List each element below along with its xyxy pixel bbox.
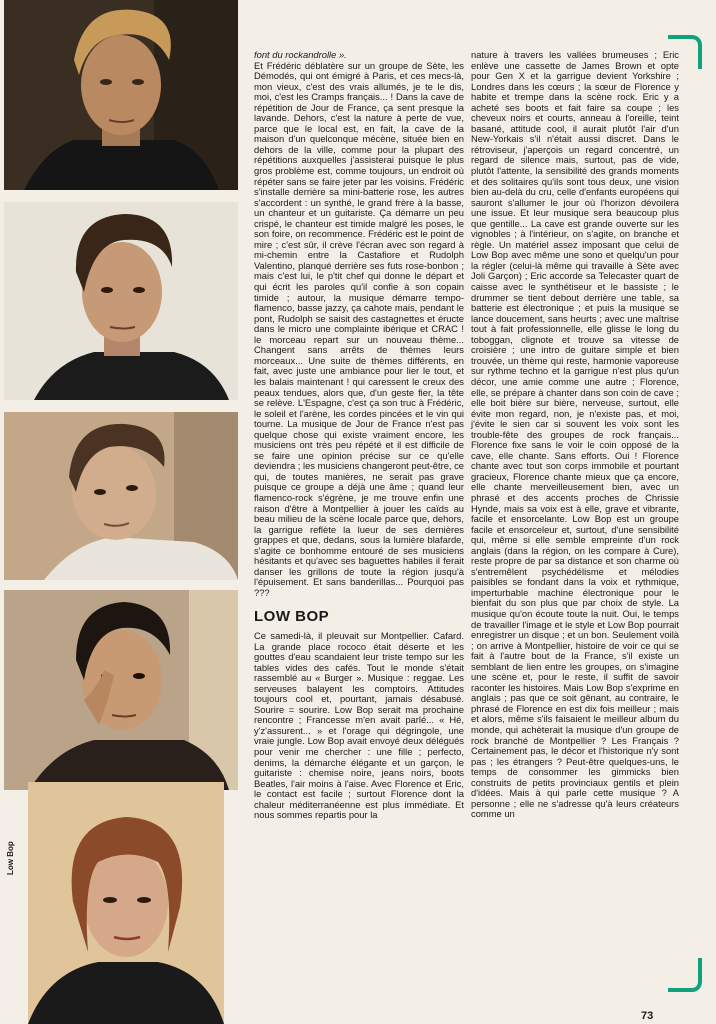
article-column-1 (254, 50, 464, 821)
bracket-top-ornament (668, 35, 702, 69)
portrait-5-art (28, 782, 224, 1024)
portrait-1-art (4, 0, 238, 190)
photo-man-blond (4, 0, 238, 190)
bracket-bottom-ornament (668, 958, 702, 992)
section-heading-low-bop: LOW BOP (254, 608, 330, 626)
paragraph-intro: font du rockandrolle ». (254, 49, 347, 60)
paragraph-jour-de-france: Et Frédéric déblatère sur un groupe de Sète, les Démodés, qui ont émigré à Paris, et ces mecs-là, mon vieux, c'est des vrais allumés, je te le dis, moi, c'est les Cramps français... ! Dans la cave de répétition de Jour de France, ça sent presque la lavande. Dehors, c'est la nature à perte de vue, parce que le local est, en fait, la cave de la maison d'un quelconque mécène, située bien en dehors de la ville, comme pour la plupart des répétitions auxquelles j'assisterai puisque le plus gros problème est, comme toujours, un endroit où répéter sans se faire jeter par les voisins. Frédéric s'installe derrière sa mini-batterie rose, les autres s'accordent : un synthé, le grand frère à la basse, un chanteur et un guitariste. Ça démarre un peu crispé, le chanteur est timide malgré les poses, le son foire, on recommence. Frédéric est le point de mire ; c'est sûr, il crève l'écran avec son regard à mi-chemin entre la Castafiore et Rudolph Valentino, planqué derrière ses futs rose-bonbon ; mais c'est lui, le p'tit chef qui donne le départ et qui écrit les paroles qu'il confie à son copain timide ; autour, la musique démarre tempo-flamenco, basse jazzy, ça cahote mais, pendant le pont, Rudolph se saisit des castagnettes et éructe dans le micro une complainte ibérique et CRAC ! le morceau repart sur un nouveau thème... Changent sans arrêts de thèmes leurs morceaux... Une suite de thèmes différents, en fait, avec juste une ambiance pour lier le tout, et les balais maintenant ! qui caressent le creux des peaux tendues, alors que, d'un geste fier, la tête se relève. L'Espagne, c'est ça son truc à Frédéric, le soleil et l'arène, les cordes pincées et le vin qui tourne. La musique de Jour de France n'est pas quelque chose qui existe vraiment encore, les musiciens ont très peu répété et il est difficile de se faire une opinion précise sur ce qu'elle deviendra ; les musiciens changeront peut-être, ce qui, de toutes manières, ne serait pas grave puisque ce groupe a déjà une âme ; quand leur flamenco-rock s'égrène, je me trouve enfin une raison d'être à Montpellier à jouer les caïds au beau milieu de la scène locale parce que, dehors, la garrigue reflète la lueur de ses dernières grappes et que, dedans, sous la lumière blafarde, s'agite ce bonhomme entouré de ses musiciens hésitants et qu'avec ses baguettes habiles il ferait danser les grillons de toute la région jusqu'à l'épuisement. Et sans banderillas... Pourquoi pas ??? (254, 59, 465, 598)
portrait-4-art (4, 590, 238, 790)
portrait-3-art (4, 412, 238, 580)
photo-man-hand-face (4, 590, 238, 790)
photo-woman-bob (28, 782, 224, 1024)
article-column-2 (471, 50, 679, 820)
photo-man-leaning (4, 412, 238, 580)
photo-man-dark-hair (4, 202, 238, 400)
side-caption: Low Bop (6, 841, 15, 875)
page-number: 73 (641, 1010, 654, 1022)
paragraph-col2: nature à travers les vallées brumeuses ; Eric enlève une cassette de James Brown et opte pour Gen X et la garrigue devient Yorkshire ; Londres dans les cœurs ; la sœur de Florence y habite et trempe dans la scène rock. Eric y a acheté ses boots et fait faire sa coupe ; les cheveux noirs et courts, anneau à l'oreille, teint basané, attitude cool, il aurait plutôt l'air d'un New-Yorkais s'il n'était aussi discret. Dans le rétroviseur, j'aperçois un regard concentré, un regard de silence mais, surtout, pas de vide, plutôt l'attente, la sensibilité des grands moments et des solitaires qu'ils sont tous deux, une vision bien au-delà du cru, celle d'enfants européens qui sauront s'allumer le jour où l'horizon dévoilera une issue. Et leur musique sera beaucoup plus que gentille... La cave est grande ouverte sur les vignobles ; à l'intérieur, on s'agite, on branche et règle. Un matériel assez imposant que celui de Low Bop avec même une sono et quelqu'un pour la régler (celui-là même qui travaille à Sète avec Joli Garçon) ; Eric accorde sa Telecaster quart de caisse avec le synthétiseur et le bassiste ; le drummer se tient debout derrière une table, sa batterie est électronique ; et puis la musique se lance doucement, sans heurts ; avec une maîtrise tout à fait professionnelle, elle glisse le long du toboggan, clignote et trouve sa vitesse de croisière ; une intro de guitare simple et bien trouvée, un thème qui reste, harmonie vaporeuse sur rythme techno et la garrigue n'est plus qu'un décor, une amie comme une autre ; Florence, elle, se prépare à chanter dans son coin de cave ; elle boit bière sur bière, nerveuse, surtout, elle évite mon regard, non, je n'existe pas, et moi, j'évite le sien car si souvent les voix sont les trouble-fête des groupes de rock français... Florence fixe sans le voir le coin opposé de la cave, elle chante. Sans efforts. Oui ! Florence chante avec tout son corps immobile et pourtant gracieux, Florence chante mieux que ça encore, elle chante merveilleusement bien, avec un phrasé et des accents proches de Chrissie Hynde, mais sa voix est à elle, grave et vibrante, facile et ensorcelante. Low Bop est un groupe facile et ensorceleur et, surtout, d'une sensibilité qui, même si elle semble empreinte d'un rock anglais (dans la région, on les compare à Cure), reste propre de par sa distance et son charme où s'entremêlent psychédélisme et mélodies paisibles se fondant dans la voix et rythmique, imperturbable machine électronique pour le bienfait du son plus que par choix de style. La musique qu'on écoute toute la nuit. Oui, le temps de travailler l'image et le style et Low Bop pourrait enregistrer un disque ; et un bon. Seulement voilà ; on arrive à Montpellier, histoire de voir ce qui se fait à l'autre bout de la France, s'il existe un semblant de lien entre les groupes, on s'imagine une scène et, pour le reste, il suffit de savoir raconter les histoires. Mais Low Bop s'exprime en anglais ; pas que ce soit gênant, au contraire, le phrasé de Florence en est dix fois meilleur ; mais et alors, même s'ils faisaient le meilleur album du monde, qui achèterait la musique d'un groupe de rock branché de Montpellier ? Les Français ? Certainement pas, le décor et l'historique n'y sont pas ; les étrangers ? Peut-être quelques-uns, le temps de consommer les gimmicks bien construits de petits provinciaux gentils et plein d'idées. Mais à qui parle cette musique ? A personne ; elle ne s'adresse qu'à leurs créateurs comme un (471, 49, 679, 820)
paragraph-low-bop: Ce samedi-là, il pleuvait sur Montpellier. Cafard. La grande place rococo était déserte et les gouttes d'eau scandaient leur triste tempo sur les tables vides des cafés. Tout le monde s'était rassemblé au « Burger ». Musique : reggae. Les serveuses balayent les comptoirs. Attitudes toujours cool et, pourtant, jamais désabusé. Sourire = sourire. Low Bop serait ma prochaine rencontre ; Francesse m'en avait parlé... « Hé, y'z'assurent... » et l'orage qui dégringole, une vraie jungle. Low Bop avait envoyé deux délégués pour venir me chercher : une fille ; perfecto, denims, la démarche élégante et un garçon, le guitariste : chemise noire, jeans noirs, boots Beatles, l'air moins à l'aise. Avec Florence et Eric, le contact est facile ; surtout Florence dont la chaleur méditerranéenne est plus immédiate. Et nous sommes repartis pour la (254, 629, 464, 821)
portrait-2-art (4, 202, 238, 400)
